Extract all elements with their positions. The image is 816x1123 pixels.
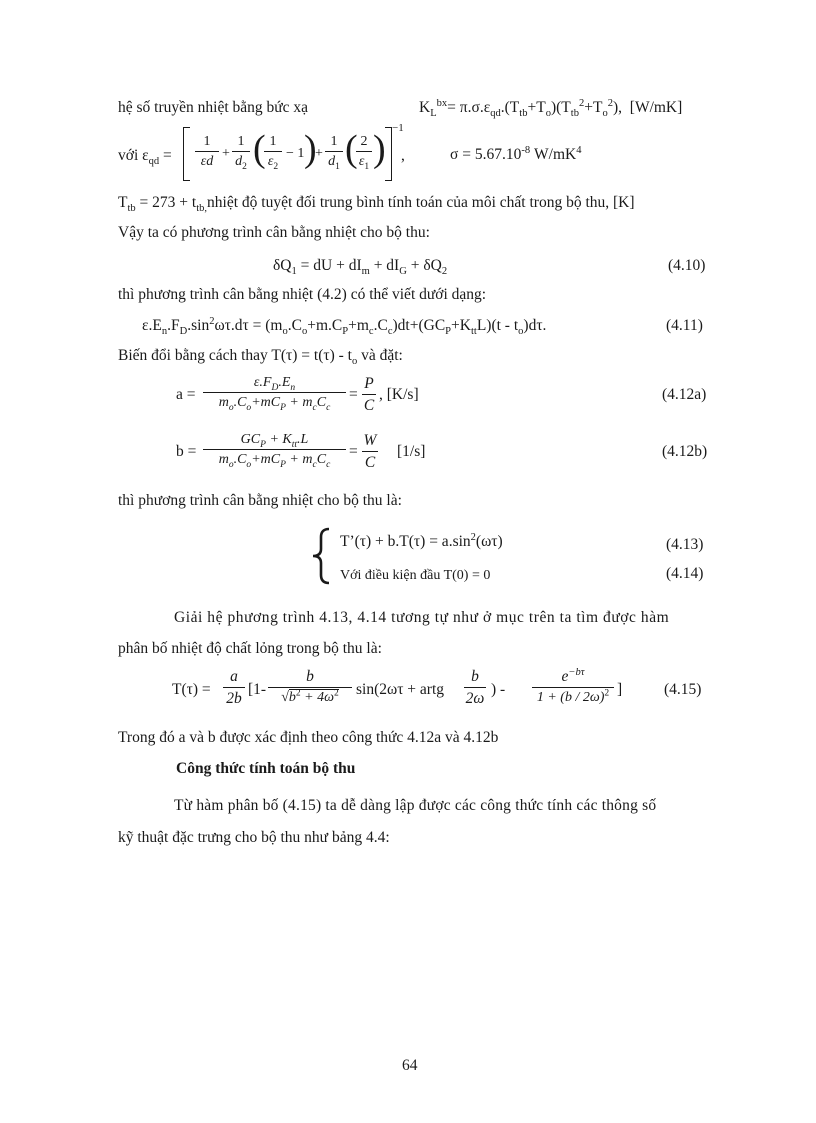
paren-close-2: ) xyxy=(373,128,386,170)
unit-1-s: [1/s] xyxy=(397,443,426,460)
frac-1-ed: 1 εd xyxy=(195,134,219,170)
sigma-const: $\sigma = 5.67.10^{-8}$ $W/mK^4$ xyxy=(450,144,582,163)
eq-4-10: $\delta Q_1$ = dU + $dI_m + dI_G + \delta Q_2$ xyxy=(273,257,448,278)
page-number: 64 xyxy=(402,1057,418,1074)
frac-1-e2: 1 $\varepsilon_2$ xyxy=(264,134,282,170)
bracket-exponent: −1 xyxy=(392,122,404,134)
line-system-intro: thì phương trình cân bằng nhiệt cho bộ thu là: xyxy=(118,492,402,509)
line-intro-balance: Vậy ta có phương trình cân bằng nhiệt cho bộ thu: xyxy=(118,224,430,241)
eq-number-4-12a: (4.12a) xyxy=(662,386,707,403)
frac-b-2w: b 2ω xyxy=(465,668,485,708)
text-label: hệ số truyền nhiệt bằng bức xạ xyxy=(118,99,309,116)
paren-open-2: ( xyxy=(345,128,358,170)
para-formula-line1: Từ hàm phân bố (4.15) ta dễ dàng lập được các công thức tính các thông số xyxy=(174,797,657,814)
frac-b: $GC_P + K_{tt}.L$ $m_o.C_o+mC_P + m_cC_c$ xyxy=(203,432,346,468)
line-where-ab: Trong đó a và b được xác định theo công thức 4.12a và 4.12b xyxy=(118,729,499,746)
eq-number-4-15: (4.15) xyxy=(664,681,702,698)
eq-4-11: $\varepsilon.E_n.F_D.\sin^2\omega\tau.d\tau = (m_o.C_o+m.C_P+m_c.C_c)dt+(GC_P+K_{tt}L)(t - t_o)d\tau$. xyxy=(142,315,547,338)
eq-number-4-10: (4.10) xyxy=(668,257,706,274)
eq-4-12a-lhs: a = xyxy=(176,386,196,403)
frac-1-d1: 1 $d_1$ xyxy=(325,134,343,170)
left-bracket xyxy=(183,127,190,181)
frac-a: $\varepsilon.F_D.E_n$ $m_o.C_o+mC_P + m_cC_c$ xyxy=(203,375,346,411)
eq-number-4-13: (4.13) xyxy=(666,536,704,553)
para-solve-line2: phân bố nhiệt độ chất lỏng trong bộ thu là: xyxy=(118,640,382,657)
line-Ttb: $T_{tb} = 273$ + $t_{tb,}nhiệt$ độ tuyệt đối trung bình tính toán của môi chất trong bộ thu, [K] xyxy=(118,194,635,215)
frac-a-2b: a 2b xyxy=(223,668,245,707)
paren-open: ( xyxy=(253,128,266,170)
eps-qd-prefix: với $\varepsilon_{qd}$ = xyxy=(118,147,172,168)
frac-1-d2: 1 $d_2$ xyxy=(232,134,250,170)
unit-K-s: , [K/s] xyxy=(379,386,419,403)
eq-number-4-12b: (4.12b) xyxy=(662,443,708,460)
eq-4-14: Với điều kiện đầu T(0) = 0 xyxy=(340,568,491,583)
paren-close: ) xyxy=(304,128,317,170)
frac-exp: $e^{-b\tau}$ 1 + (b / 2ω)$^2$ xyxy=(532,668,614,705)
eq-4-13: T’(τ) + $b.T(\tau) = a.\sin^2(\omega\tau)$ xyxy=(340,531,503,550)
para-solve-line1: Giải hệ phương trình 4.13, 4.14 tương tự như ở mục trên ta tìm được hàm xyxy=(174,609,670,626)
line-rewrite: thì phương trình cân bằng nhiệt (4.2) có thể viết dưới dạng: xyxy=(118,286,487,303)
frac-P-C: P C xyxy=(363,375,375,415)
eq-number-4-14: (4.14) xyxy=(666,565,704,582)
line-substitute: Biến đổi bằng cách thay $T(\tau) = t(\tau) - t_o$ và đặt: xyxy=(118,347,403,368)
formula-KL: $K_L^{bx}= \pi.\sigma.\varepsilon_{qd}.(T_{tb}+T_o)(T_{tb}^2+T_o^2)$, [W/mK] xyxy=(419,97,683,120)
right-bracket xyxy=(385,127,392,181)
eq-4-15-lhs: T(τ) = xyxy=(172,681,211,698)
para-formula-line2: kỹ thuật đặc trưng cho bộ thu như bảng 4.4: xyxy=(118,829,390,846)
frac-b-sqrt: b $√b^2 + 4\omega^2$ xyxy=(268,668,352,705)
frac-W-C: W C xyxy=(363,432,377,472)
eq-number-4-11: (4.11) xyxy=(666,317,703,334)
frac-2-e1: 2 $\varepsilon_1$ xyxy=(356,134,372,170)
line-radiation-coeff xyxy=(118,99,308,117)
section-heading: Công thức tính toán bộ thu xyxy=(176,760,356,777)
eq-4-12b-lhs: b = xyxy=(176,443,197,460)
curly-brace xyxy=(309,527,331,585)
